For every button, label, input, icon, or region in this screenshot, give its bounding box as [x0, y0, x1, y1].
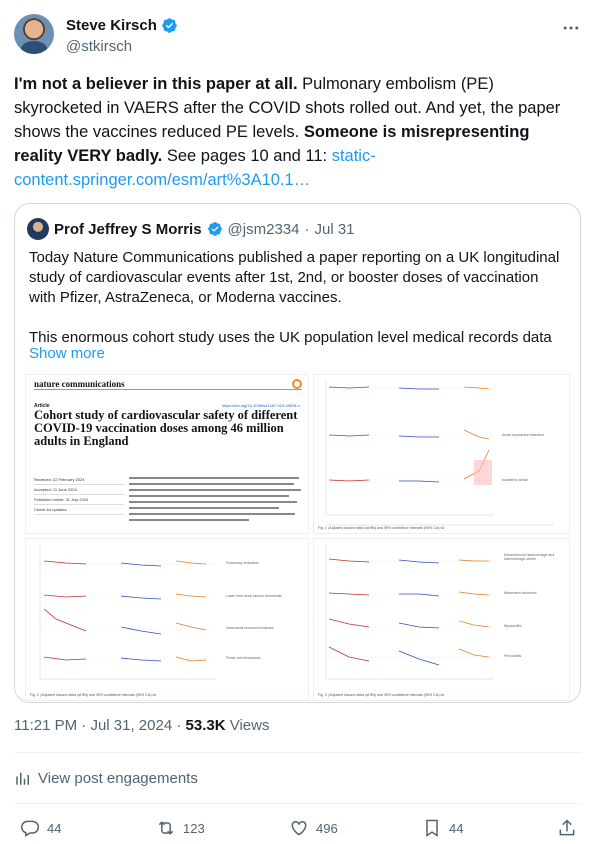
divider-bottom	[14, 803, 581, 804]
quote-media-grid[interactable]	[25, 374, 570, 701]
article-label: Article	[34, 403, 50, 409]
received-date: Received: 22 February 2024	[34, 475, 124, 485]
fig3-label-mesenteric: Mesenteric thrombus	[504, 591, 537, 595]
quote-text	[29, 248, 569, 368]
fig1-label-ami: Acute myocardial infarction	[502, 433, 545, 437]
figure-1-plot	[314, 375, 570, 534]
author-avatar[interactable]	[14, 14, 54, 54]
tweet-bold-2: Someone is misrepresenting reality VERY badly.	[14, 123, 530, 165]
figure-3-plot	[314, 539, 570, 701]
fig1-label-stroke: Ischaemic stroke	[502, 478, 529, 482]
check-updates: Check for updates	[34, 505, 124, 515]
bookmark-button[interactable]	[422, 818, 463, 838]
timestamp-separator: ·	[77, 717, 91, 734]
fig2-label-dvt: Lower limb deep venous thrombosis	[226, 594, 283, 598]
analytics-icon	[14, 769, 32, 787]
tweet-text	[14, 72, 581, 192]
tweet-text-1: Pulmonary embolism (PE) skyrocketed in VAERS after the COVID shots rolled out. And yet, the paper shows the vaccines reduced PE levels.	[14, 75, 561, 141]
fig3-label-pericarditis: Pericarditis	[504, 654, 522, 658]
quote-author-name: Prof Jeffrey S Morris	[54, 220, 202, 238]
engagements-label: View post engagements	[38, 769, 198, 787]
quote-paragraph-1: Today Nature Communications published a paper reporting on a UK longitudinal study of cardiovascular events after 1st, 2nd, or booster doses of vaccination with Pfizer, AstraZeneca, or Moderna vaccines.	[29, 249, 560, 306]
reply-icon	[20, 818, 40, 838]
author-name-row	[66, 17, 178, 34]
doi-link: https://doi.org/10.1038/s41467-024-49634-x	[222, 403, 300, 408]
open-access-icon	[292, 379, 302, 389]
timestamp-separator-2: ·	[172, 717, 186, 734]
tweet-timestamp	[14, 717, 269, 734]
fig3-label-myocarditis: Myocarditis	[504, 624, 522, 628]
views-label: Views	[225, 717, 270, 734]
fig2-label-pe: Pulmonary embolism	[226, 561, 259, 565]
figure-2-plot	[26, 539, 309, 701]
share-button[interactable]	[557, 818, 577, 838]
tweet-text-2: See pages 10 and 11:	[162, 147, 332, 165]
author-handle[interactable]: @stkirsch	[66, 38, 133, 55]
reply-button[interactable]	[20, 818, 61, 838]
quote-header	[27, 218, 355, 240]
share-icon	[557, 818, 577, 838]
fig3-caption: Fig. 3 | Adjusted hazard ratios (aHRs) and 95% confidence intervals (95% CIs) for	[318, 693, 445, 697]
quote-separator: ·	[304, 220, 310, 238]
fig2-label-pvt: Portal vein thrombosis	[226, 656, 261, 660]
views-count: 53.3K	[185, 717, 226, 734]
show-more-link[interactable]: Show more	[29, 345, 105, 362]
tweet-header	[14, 14, 581, 62]
bookmark-icon	[422, 818, 442, 838]
fig2-label-ivt: Intracranial venous thrombosis	[226, 626, 274, 630]
paper-front-page-image[interactable]	[25, 374, 309, 534]
quote-date: Jul 31	[314, 220, 355, 238]
paper-dates	[34, 475, 124, 515]
more-options-icon[interactable]	[561, 18, 581, 38]
post-time[interactable]: 11:21 PM	[14, 717, 78, 734]
divider-top	[14, 752, 581, 753]
verified-badge-icon	[161, 17, 178, 34]
author-list-lines	[129, 475, 304, 525]
post-date[interactable]: Jul 31, 2024	[90, 717, 173, 734]
like-count: 496	[316, 820, 338, 836]
header-rule	[34, 389, 302, 390]
journal-name: nature communications	[34, 379, 125, 389]
quote-author-handle: @jsm2334	[227, 220, 300, 238]
like-button[interactable]	[289, 818, 338, 838]
heart-icon	[289, 818, 309, 838]
figure-2-image[interactable]	[25, 538, 309, 701]
tweet-bold-1: I'm not a believer in this paper at all.	[14, 75, 298, 93]
fig3-label-sah: Subarachnoid haemorrhage and haemorrhagic stroke	[504, 553, 555, 561]
paper-title: Cohort study of cardiovascular safety of different COVID-19 vaccination doses among 46 million adults in England	[34, 408, 298, 448]
repost-button[interactable]	[156, 818, 205, 838]
quote-avatar	[27, 218, 49, 240]
quote-verified-badge-icon	[207, 221, 223, 237]
repost-icon	[156, 818, 176, 838]
bookmark-count: 44	[449, 820, 464, 836]
figure-3-image[interactable]	[313, 538, 570, 701]
fig1-caption: Fig. 1 | Adjusted hazard ratios (aHRs) and 95% confidence intervals (95% CIs) for	[318, 526, 445, 530]
action-bar	[14, 818, 581, 840]
tweet-link[interactable]: static-content.springer.com/esm/art%3A10.1…	[14, 147, 376, 189]
figure-1-image[interactable]	[313, 374, 570, 534]
author-name[interactable]: Steve Kirsch	[66, 17, 157, 34]
repost-count: 123	[183, 820, 205, 836]
fig2-caption: Fig. 2 | Adjusted hazard ratios (aHRs) and 95% confidence intervals (95% CIs) for	[30, 693, 157, 697]
accepted-date: Accepted: 11 June 2024	[34, 485, 124, 495]
view-engagements-link[interactable]	[14, 769, 198, 787]
quote-paragraph-2: This enormous cohort study uses the UK population level medical records data	[29, 329, 552, 346]
reply-count: 44	[47, 820, 62, 836]
published-date: Published online: 31 July 2024	[34, 495, 124, 505]
quoted-tweet[interactable]	[14, 203, 581, 703]
